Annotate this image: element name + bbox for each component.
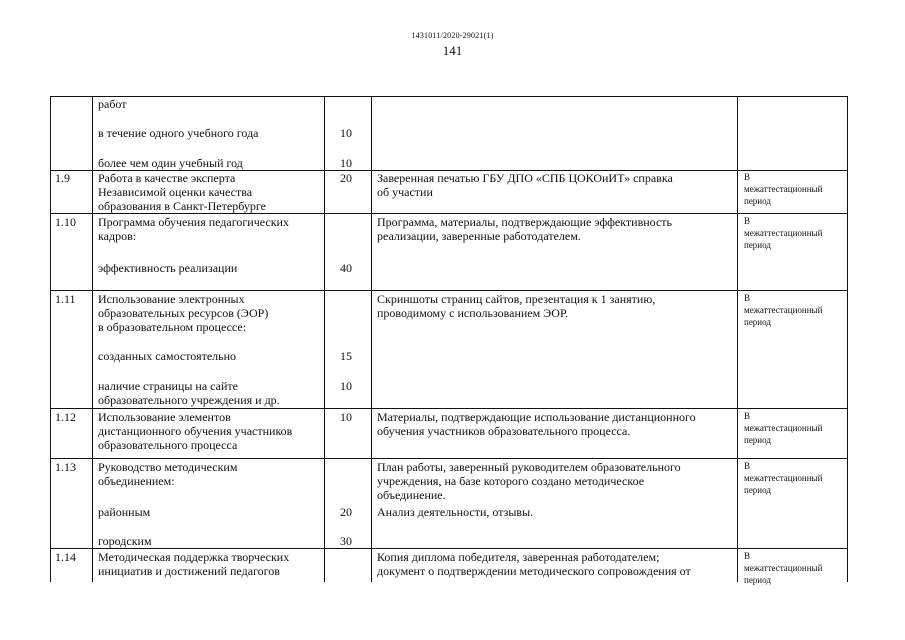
criterion-text: районным xyxy=(98,505,151,519)
period-text: В xyxy=(744,172,751,182)
points-value: 20 xyxy=(340,505,352,519)
period-text: период xyxy=(744,435,771,445)
period-text: В xyxy=(744,293,751,303)
period-text: период xyxy=(744,575,771,585)
criterion-text: в течение одного учебного года xyxy=(98,126,259,140)
criterion-text: объединением: xyxy=(98,474,175,488)
criterion-text: более чем один учебный год xyxy=(98,156,243,170)
criterion-text: Использование элементов xyxy=(98,410,231,424)
criterion-text: кадров: xyxy=(98,229,137,243)
criterion-text: в образовательном процессе: xyxy=(98,320,247,334)
row-number: 1.11 xyxy=(55,292,76,306)
points-value: 15 xyxy=(340,349,352,363)
document-text: Заверенная печатью ГБУ ДПО «СПБ ЦОКОиИТ» справка xyxy=(377,171,673,185)
criterion-text: инициатив и достижений педагогов xyxy=(98,564,280,578)
criterion-text: работ xyxy=(98,97,127,111)
criterion-text: Методическая поддержка творческих xyxy=(98,550,290,564)
criterion-text: образовательного процесса xyxy=(98,438,238,452)
document-text: обучения участников образовательного процесса. xyxy=(377,424,631,438)
row-number: 1.14 xyxy=(55,550,76,564)
criterion-text: образования в Санкт-Петербурге xyxy=(98,199,266,213)
period-text: период xyxy=(744,240,771,250)
column-border xyxy=(371,96,372,582)
criterion-text: Использование электронных xyxy=(98,292,245,306)
column-border xyxy=(50,96,51,582)
points-value: 40 xyxy=(340,261,352,275)
row-number: 1.12 xyxy=(55,410,76,424)
document-text: План работы, заверенный руководителем образовательного xyxy=(377,460,681,474)
document-text: учреждения, на базе которого создано методическое xyxy=(377,474,645,488)
document-text: Анализ деятельности, отзывы. xyxy=(377,505,534,519)
column-border xyxy=(847,96,848,582)
row-number: 1.10 xyxy=(55,215,76,229)
period-text: период xyxy=(744,485,771,495)
period-text: В xyxy=(744,216,751,226)
document-text: об участии xyxy=(377,185,433,199)
document-text: объединение. xyxy=(377,488,446,502)
period-text: межаттестационный xyxy=(744,184,823,194)
column-border xyxy=(324,96,325,582)
document-text: Программа, материалы, подтверждающие эффективность xyxy=(377,215,673,229)
period-text: межаттестационный xyxy=(744,228,823,238)
criteria-table xyxy=(50,96,848,596)
column-border xyxy=(92,96,93,582)
period-text: В xyxy=(744,461,751,471)
period-text: В xyxy=(744,411,751,421)
criterion-text: наличие страницы на сайте xyxy=(98,379,238,393)
period-text: межаттестационный xyxy=(744,305,823,315)
period-text: В xyxy=(744,551,751,561)
criterion-text: Программа обучения педагогических xyxy=(98,215,289,229)
document-code: 1431011/2020-29021(1) xyxy=(411,31,494,40)
document-text: Копия диплома победителя, заверенная работодателем; xyxy=(377,550,660,564)
column-border xyxy=(737,96,738,582)
document-text: Материалы, подтверждающие использование дистанционного xyxy=(377,410,696,424)
document-text: реализации, заверенные работодателем. xyxy=(377,229,581,243)
period-text: межаттестационный xyxy=(744,423,823,433)
document-text: Скриншоты страниц сайтов, презентация к 1 занятию, xyxy=(377,292,656,306)
criterion-text: образовательного учреждения и др. xyxy=(98,393,280,407)
points-value: 10 xyxy=(340,410,352,424)
criterion-text: городским xyxy=(98,534,152,548)
row-number: 1.13 xyxy=(55,460,76,474)
period-text: межаттестационный xyxy=(744,563,823,573)
period-text: период xyxy=(744,196,771,206)
criterion-text: Руководство методическим xyxy=(98,460,238,474)
points-value: 30 xyxy=(340,534,352,548)
criterion-text: Работа в качестве эксперта xyxy=(98,171,236,185)
points-value: 20 xyxy=(340,171,352,185)
period-text: межаттестационный xyxy=(744,473,823,483)
criterion-text: дистанционного обучения участников xyxy=(98,424,293,438)
criterion-text: Независимой оценки качества xyxy=(98,185,253,199)
document-text: проводимому с использованием ЭОР. xyxy=(377,306,569,320)
document-text: документ о подтверждении методического сопровождения от xyxy=(377,564,691,578)
points-value: 10 xyxy=(340,156,352,170)
page-number: 141 xyxy=(442,43,463,58)
criterion-text: созданных самостоятельно xyxy=(98,349,237,363)
criterion-text: образовательных ресурсов (ЭОР) xyxy=(98,306,269,320)
points-value: 10 xyxy=(340,379,352,393)
period-text: период xyxy=(744,317,771,327)
criterion-text: эффективность реализации xyxy=(98,261,238,275)
row-border xyxy=(50,96,848,97)
row-number: 1.9 xyxy=(55,171,70,185)
points-value: 10 xyxy=(340,126,352,140)
